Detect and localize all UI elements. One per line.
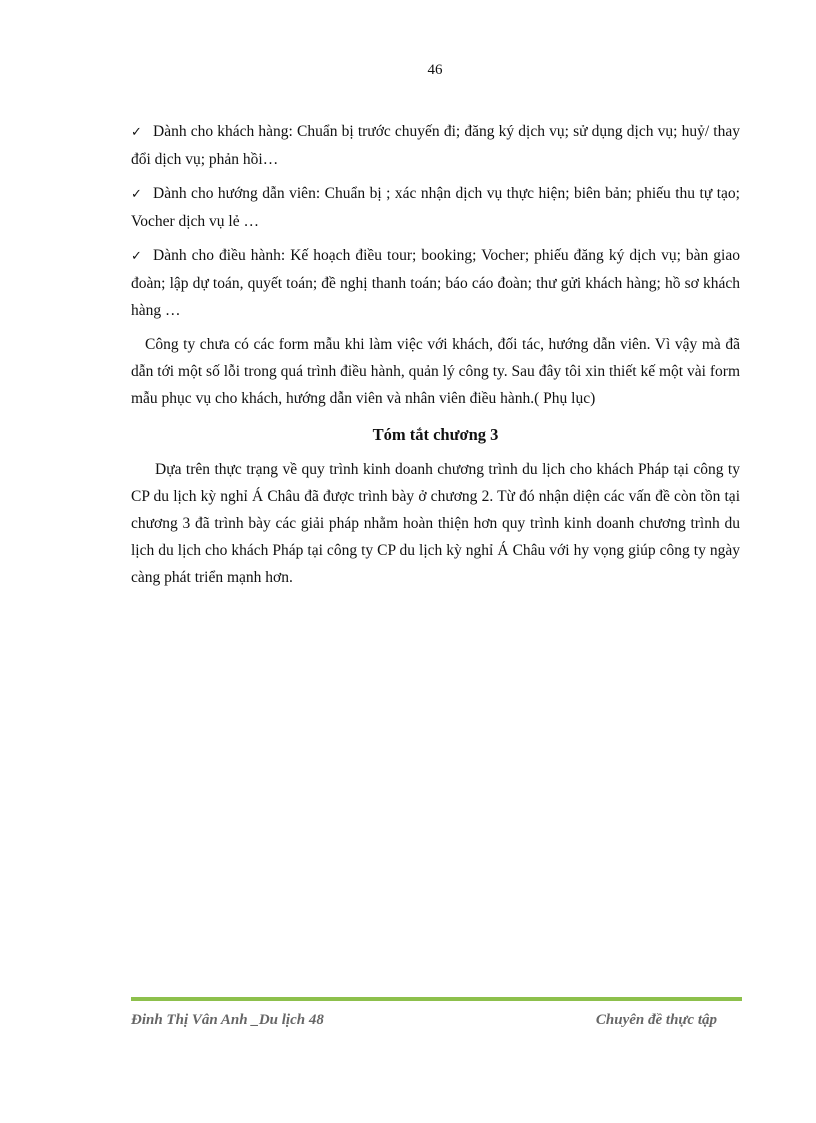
bullet-customer xyxy=(131,118,740,173)
bullet-text: Dành cho điều hành: Kế hoạch điều tour; booking; Vocher; phiếu đăng ký dịch vụ; bàn giao đoàn; lập dự toán, quyết toán; đề nghị thanh toán; báo cáo đoàn; thư gửi khách hàng; hồ sơ khách hàng … xyxy=(131,247,740,319)
footer-rule xyxy=(131,997,742,1001)
page-number: 46 xyxy=(427,62,443,78)
bullet-text: Dành cho khách hàng: Chuẩn bị trước chuyến đi; đăng ký dịch vụ; sử dụng dịch vụ; huỷ/ thay đổi dịch vụ; phản hồi… xyxy=(131,123,740,168)
footer-title: Chuyên đề thực tập xyxy=(595,1012,717,1028)
bullet-guide xyxy=(131,180,740,235)
checkmark-icon: ✓ xyxy=(131,249,142,264)
checkmark-icon: ✓ xyxy=(131,125,142,140)
chapter-summary-text: Dựa trên thực trạng về quy trình kinh doanh chương trình du lịch cho khách Pháp tại công ty CP du lịch kỳ nghỉ Á Châu đã được trình bày ở chương 2. Từ đó nhận diện các vấn đề còn tồn tại chương 3 đã trình bày các giải pháp nhằm hoàn thiện hơn quy trình kinh doanh chương trình du lịch du lịch cho khách Pháp tại công ty CP du lịch kỳ nghỉ Á Châu với hy vọng giúp công ty ngày càng phát triển mạnh hơn. xyxy=(131,461,740,586)
chapter-summary-heading: Tóm tắt chương 3 xyxy=(372,425,499,444)
checkmark-icon: ✓ xyxy=(131,187,142,202)
document-body xyxy=(131,118,740,591)
bullet-text: Dành cho hướng dẫn viên: Chuẩn bị ; xác nhận dịch vụ thực hiện; biên bản; phiếu thu tự tạo; Vocher dịch vụ lẻ … xyxy=(131,185,740,230)
footer-author: Đinh Thị Vân Anh _Du lịch 48 xyxy=(131,1012,324,1028)
paragraph-forms: Công ty chưa có các form mẫu khi làm việc với khách, đối tác, hướng dẫn viên. Vì vậy mà đã dẫn tới một số lỗi trong quá trình điều hành, quản lý công ty. Sau đây tôi xin thiết kế một vài form mẫu phục vụ cho khách, hướng dẫn viên và nhân viên điều hành.( Phụ lục) xyxy=(131,336,740,407)
bullet-operations xyxy=(131,242,740,324)
